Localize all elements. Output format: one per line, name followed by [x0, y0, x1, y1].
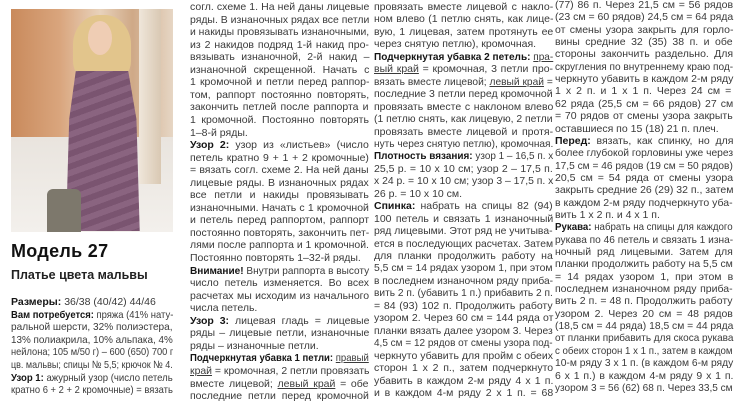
- text-segment: х 24 р. = 10 х 10 см; узор 3 – 17,5 п. х: [374, 175, 554, 188]
- text-line: [374, 51, 553, 63]
- photo-face: [88, 21, 112, 55]
- text-line: [555, 172, 733, 184]
- text-segment: ном влево (1 петлю снять, как лице-: [374, 13, 554, 26]
- text-line: [555, 85, 731, 97]
- text-segment: =: [543, 75, 553, 88]
- text-line: [374, 225, 553, 237]
- text-line: [190, 89, 369, 102]
- text-segment: стороны закончить раздельно. Для: [555, 48, 734, 61]
- section-heading: Узор 1:: [11, 371, 44, 384]
- text-segment: последние 3 петли перед кромочной: [374, 88, 553, 101]
- text-segment: лицевая гладь = лицевые: [229, 314, 370, 327]
- text-segment: Внутри раппорта в высоту: [243, 264, 370, 277]
- text-segment: закрыть средние 26 (29) 32 п., затем: [555, 184, 734, 197]
- text-segment: и накиды провязывать изнаночными,: [190, 26, 370, 39]
- text-segment: расчетах мы исходим из начального: [190, 289, 370, 302]
- text-line: [374, 26, 553, 38]
- text-line: [555, 295, 733, 307]
- text-line: [374, 200, 553, 212]
- text-segment: провязать вместе лицевой с накло-: [374, 1, 554, 13]
- text-segment: узором 2. Через 20 см = 48 рядов: [555, 307, 733, 320]
- text-line: [555, 73, 733, 85]
- text-line: [555, 98, 733, 110]
- text-segment: изнаночными. Начать с 1 кромочной: [190, 201, 369, 214]
- text-line: [190, 365, 369, 378]
- text-segment: планки вязать далее узором 3. Через: [374, 324, 553, 337]
- text-line: [555, 258, 733, 270]
- text-segment: сторон 1 х 2 п., затем подчеркнуто: [374, 362, 554, 375]
- text-line: [190, 227, 369, 240]
- text-segment: в каждом 2-м ряду подчеркнуто уба-: [555, 196, 733, 209]
- text-segment: числа петель.: [190, 302, 258, 315]
- text-segment: = кромочная, 2 петли провязать: [212, 364, 370, 377]
- text-line: [190, 26, 369, 39]
- text-line: [190, 265, 369, 278]
- text-segment: вязывать изнаночной, 2-й накид –: [190, 51, 370, 64]
- text-segment: ется в последующих расчетах. Затем: [374, 237, 554, 250]
- text-segment: черкнуто убавить в каждом 2-м ряду: [555, 73, 734, 86]
- text-line: [190, 390, 369, 403]
- text-line: [190, 352, 369, 365]
- section-heading: Подчеркнутая убавка 1 петли:: [190, 352, 334, 365]
- text-segment: Постоянно повторять 1–32-й ряды.: [190, 252, 361, 264]
- text-line: [190, 139, 369, 152]
- text-segment: 4,5 см = 12 рядов от смены узора под-: [374, 337, 553, 350]
- text-segment: узором 3 = 56 (62) 68 п. Через 33,5 см: [555, 381, 733, 394]
- text-line: [555, 147, 733, 159]
- text-segment: узором 2. Через 60 см = 144 ряда от: [374, 312, 554, 325]
- text-segment: ряд лицевыми. Этот ряд не учитыва-: [374, 225, 553, 238]
- text-line: [555, 110, 733, 122]
- text-segment: через снятую петлю), кромочная.: [374, 38, 537, 51]
- text-segment: 20,5 см = 54 ряда от смены узора: [555, 171, 734, 184]
- text-segment: 62 ряда (25,5 см = 66 рядов) 27 см: [555, 97, 734, 110]
- text-segment: (23 см = 60 рядов) 24,5 см = 64 ряда: [555, 11, 734, 24]
- text-line: [555, 24, 733, 36]
- text-segment: 1 х 2 п. и 1 х 1 п. Через 24 см =: [555, 85, 732, 98]
- underlined-term: левый край: [277, 377, 336, 390]
- text-line: [190, 202, 369, 215]
- text-segment: скругления по внутреннему краю под-: [555, 60, 734, 73]
- text-line: [374, 88, 553, 100]
- text-line: [11, 372, 173, 385]
- section-heading: Перед:: [555, 134, 591, 147]
- text-segment: черкнуто убавить для пройм с обеих: [374, 349, 553, 362]
- text-segment: вязать, как спинку, но для: [590, 134, 734, 147]
- text-line: [190, 239, 369, 252]
- text-segment: нейлона; 105 м/50 г) – 600 (650) 700 г: [11, 346, 174, 359]
- section-heading: Узор 2:: [190, 139, 230, 152]
- section-heading: Рукава:: [555, 221, 592, 234]
- text-line: [190, 214, 369, 227]
- text-segment: ночный ряд лицевыми. Затем для: [555, 246, 733, 258]
- text-line: [190, 64, 369, 77]
- text-segment: 13% полиакрила, 10% альпака, 4%: [11, 333, 173, 346]
- text-segment: 26 р. = 10 х 10 см.: [374, 187, 463, 200]
- photo-coat: [47, 189, 81, 232]
- text-segment: 5,5 см = 14 рядах узором 1, при этом: [374, 262, 553, 275]
- text-line: [190, 378, 369, 391]
- text-segment: из 2 накидов подряд 1-й накид про-: [190, 38, 369, 51]
- text-line: [11, 334, 173, 347]
- section-heading: Узор 3:: [190, 314, 230, 327]
- text-line: [190, 164, 369, 177]
- text-line: [555, 48, 733, 60]
- text-segment: вязать вместе лицевой;: [374, 75, 490, 88]
- underlined-term: левый край: [489, 75, 544, 88]
- text-segment: лицевые ряды. В изнаночных рядах: [190, 176, 369, 189]
- text-line: [11, 346, 173, 359]
- text-segment: цв. мальвы; спицы № 5,5; крючок № 4.: [11, 359, 173, 371]
- text-segment: = вязать согл. схеме 2. На ней даны: [190, 164, 369, 177]
- text-segment: рукава по 46 петель и связать 1 изна-: [555, 233, 734, 246]
- text-segment: вины средние 32 (35) 38 п. и обе: [555, 36, 733, 49]
- text-segment: закончить петлей после раппорта и: [190, 101, 369, 114]
- text-line: [190, 177, 369, 190]
- model-subtitle: Платье цвета мальвы: [11, 268, 148, 282]
- text-line: [555, 11, 733, 23]
- text-line: [190, 1, 369, 14]
- text-segment: вместе лицевой;: [190, 377, 278, 390]
- text-line: [374, 275, 553, 287]
- text-line: [374, 38, 536, 50]
- text-segment: более глубокой горловины уже через: [555, 147, 734, 160]
- text-line: [11, 359, 173, 372]
- underlined-term: пра-: [533, 50, 554, 63]
- text-line: [374, 113, 553, 125]
- text-segment: 1 кромочной и петли перед раппор-: [190, 76, 370, 89]
- section-heading: Плотность вязания:: [374, 150, 473, 163]
- text-line: [190, 189, 369, 202]
- text-line: [190, 252, 361, 265]
- text-segment: провязать вместе с наклоном влево: [374, 100, 554, 113]
- text-line: [374, 337, 553, 349]
- text-line: [190, 127, 248, 140]
- text-segment: 1 кромочной. Постоянно повторять: [190, 113, 369, 126]
- text-segment: 36/38 (40/42) 44/46: [61, 296, 156, 308]
- text-line: [374, 287, 553, 299]
- text-segment: в последнем изнаночном ряду приба-: [374, 274, 554, 287]
- text-line: [11, 384, 173, 397]
- text-line: [374, 138, 553, 150]
- text-segment: все петли и накиды провязывать: [190, 189, 369, 202]
- text-segment: = обе: [335, 377, 369, 390]
- text-segment: ральной шерсти, 32% полиэстера,: [11, 321, 173, 334]
- text-line: [555, 370, 733, 382]
- text-line: [555, 184, 733, 196]
- text-segment: ряды – лицевые петли, изнаночные: [190, 327, 370, 340]
- text-segment: согл. схеме 1. На ней даны лицевые: [190, 1, 370, 13]
- text-segment: узор из «листьев» (число: [229, 139, 369, 152]
- text-segment: 6 х 1 п.) в каждом 4-м ряду 9 х 1 п.: [555, 369, 734, 382]
- photo-pillar: [139, 9, 161, 184]
- text-line: [190, 152, 369, 165]
- text-line: [374, 350, 553, 362]
- text-segment: кратно 6 + 2 + 2 кромочные) = вязать: [11, 384, 173, 397]
- text-segment: 1–8-й ряды.: [190, 126, 248, 139]
- text-line: [555, 123, 719, 135]
- text-segment: том, раппорт постоянно повторять,: [190, 88, 370, 101]
- text-segment: для планки продолжить работу на: [374, 250, 553, 262]
- section-heading: Спинка:: [374, 200, 416, 213]
- text-segment: = кромочная, 3 петли про-: [418, 63, 554, 76]
- text-segment: вить 1 х 2 п. и 4 х 1 п.: [555, 208, 660, 221]
- text-line: [555, 234, 733, 246]
- model-title: Модель 27: [11, 241, 109, 261]
- text-line: [190, 39, 369, 52]
- text-line: [374, 362, 553, 374]
- section-heading: Вам потребуется:: [11, 308, 94, 321]
- text-segment: от планки прибавить для скоса рукава: [555, 332, 734, 345]
- model-photo: [11, 9, 173, 232]
- text-line: [555, 320, 733, 332]
- text-segment: (77) 86 п. Через 21,5 см = 56 рядов: [555, 0, 734, 11]
- text-line: [555, 221, 733, 233]
- text-segment: (1 петлю снять, как лицевую, 2 петли: [374, 113, 553, 126]
- text-segment: ряды – изнаночные петли.: [190, 339, 319, 352]
- text-segment: петель кратно 9 + 1 + 2 кромочные): [190, 151, 369, 164]
- section-heading: Подчеркнутая убавка 2 петель:: [374, 50, 531, 63]
- text-segment: и петель перед раппортом, раппорт: [190, 214, 370, 227]
- text-segment: (18,5 см = 44 ряда) 18,5 см = 44 ряда: [555, 320, 734, 333]
- text-line: [190, 277, 369, 290]
- text-line: [190, 51, 369, 64]
- text-segment: нуть через снятую петлю), кромочная.: [374, 137, 554, 150]
- underlined-term: край: [190, 364, 213, 377]
- text-segment: последнем изнаночном ряду приба-: [555, 283, 733, 296]
- text-line: [374, 250, 553, 262]
- text-segment: ажурный узор (число петель: [43, 371, 173, 384]
- text-line: [555, 61, 733, 73]
- text-line: [555, 135, 733, 147]
- text-line: [374, 63, 553, 75]
- text-line: [11, 296, 156, 309]
- text-line: [555, 246, 733, 258]
- section-heading: Размеры:: [11, 296, 62, 308]
- text-line: [555, 197, 733, 209]
- text-line: [374, 163, 553, 175]
- text-line: [190, 76, 369, 89]
- text-line: [555, 332, 733, 344]
- text-segment: вую, 1 лицевая, затем протянуть ее: [374, 25, 554, 38]
- text-segment: 10-м ряду 3 х 1 п. (в каждом 6-м ряду: [555, 357, 734, 370]
- text-segment: последние петли перед кромочной: [190, 390, 369, 403]
- text-line: [555, 36, 733, 48]
- text-line: [555, 271, 733, 283]
- text-line: [374, 312, 553, 324]
- text-line: [374, 300, 553, 312]
- text-segment: узор 1 – 16,5 п. х: [472, 150, 554, 163]
- text-segment: 25,5 р. = 10 х 10 см; узор 2 – 17,5 п.: [374, 162, 553, 175]
- text-line: [555, 209, 660, 221]
- text-segment: ряды. В изнаночных рядах все петли: [190, 13, 370, 26]
- text-line: [190, 327, 369, 340]
- text-segment: и в каждом 4-м ряду 2 х 1 п. = 68: [374, 386, 554, 399]
- text-line: [374, 387, 553, 399]
- text-line: [190, 101, 369, 114]
- text-line: [374, 262, 553, 274]
- text-segment: убавить в каждом 2-м ряду 4 х 1 п.: [374, 374, 554, 387]
- text-line: [374, 188, 462, 200]
- text-segment: постоянно повторять, закончить пет-: [190, 226, 370, 239]
- text-segment: = 84 (93) 102 п. Продолжить работу: [374, 299, 553, 312]
- text-line: [555, 283, 733, 295]
- text-line: [374, 150, 553, 162]
- text-segment: от смены узора закрыть для горло-: [555, 23, 734, 36]
- text-segment: 100 петель и связать 1 изнаночный: [374, 212, 554, 225]
- text-line: [190, 290, 369, 303]
- text-line: [374, 325, 553, 337]
- text-segment: лями после раппорта и 1 кромочной.: [190, 239, 369, 252]
- text-line: [555, 160, 733, 172]
- underlined-term: правый: [335, 352, 369, 365]
- text-segment: вить 2 п. (убавить 1 п.) прибавить 2 п.: [374, 287, 553, 300]
- text-line: [555, 345, 733, 357]
- text-segment: с обеих сторон 1 х 1 п., затем в каждом: [555, 344, 733, 357]
- text-line: [190, 14, 369, 27]
- text-line: [190, 114, 369, 127]
- text-line: [374, 213, 553, 225]
- text-line: [190, 340, 319, 353]
- text-line: [374, 126, 553, 138]
- text-line: [555, 357, 733, 369]
- text-line: [555, 308, 733, 320]
- text-line: [374, 238, 553, 250]
- text-segment: вить 2 п. = 48 п. Продолжить работу: [555, 295, 733, 308]
- text-segment: оставшиеся по 15 (18) 21 п. плеч.: [555, 122, 719, 135]
- text-segment: планки продолжить работу на 5,5 см: [555, 258, 733, 271]
- section-heading: Внимание!: [190, 264, 244, 277]
- text-segment: пряжа (41% нату-: [93, 308, 174, 321]
- text-line: [374, 13, 553, 25]
- text-line: [190, 302, 257, 315]
- text-segment: = 14 рядах узором 1, при этом в: [555, 270, 734, 283]
- text-segment: 17,5 см = 46 рядов (19 см = 50 рядов): [555, 159, 733, 172]
- text-line: [555, 0, 733, 11]
- text-line: [555, 382, 733, 394]
- text-line: [374, 175, 553, 187]
- text-segment: набрать на спицы 82 (94): [415, 200, 553, 213]
- text-segment: число петель изменяется. Во всех: [190, 277, 369, 290]
- underlined-term: вый край: [374, 63, 419, 76]
- text-segment: провязать вместе лицевой и протя-: [374, 125, 554, 138]
- text-line: [11, 309, 173, 322]
- text-segment: набрать на спицы для каждого: [591, 221, 733, 234]
- text-line: [374, 1, 553, 13]
- text-line: [11, 321, 173, 334]
- text-line: [374, 375, 553, 387]
- text-segment: изнаночной скрещенной. Начать с: [190, 63, 370, 76]
- text-line: [374, 76, 553, 88]
- text-segment: = 70 рядов от смены узора закрыть: [555, 110, 733, 123]
- text-line: [190, 315, 369, 328]
- text-line: [374, 101, 553, 113]
